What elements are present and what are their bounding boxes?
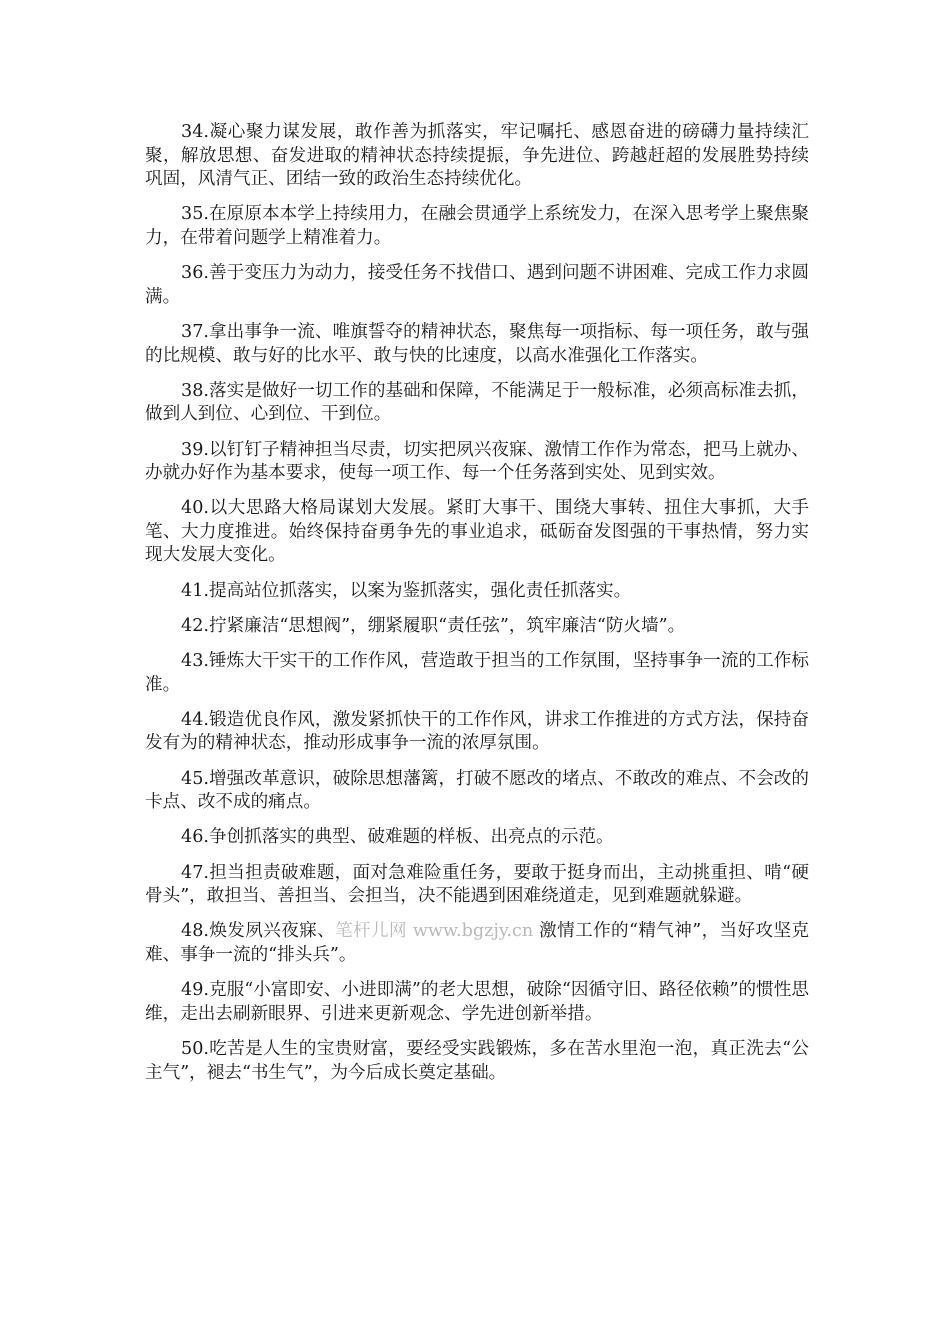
paragraph-40: 40.以大思路大格局谋划大发展。紧盯大事干、围绕大事转、扭住大事抓，大手笔、大力度推进。始终保持奋勇争先的事业追求，砥砺奋发图强的干事热情，努力实现大发展大变化。	[145, 498, 809, 566]
paragraph-36: 36.善于变压力为动力，接受任务不找借口、遇到问题不讲困难、完成工作力求圆满。	[145, 263, 809, 307]
paragraph-42: 42.拧紧廉洁“思想阀”，绷紧履职“责任弦”，筑牢廉洁“防火墙”。	[181, 615, 686, 636]
paragraph-43: 43.锤炼大干实干的工作作风，营造敢于担当的工作氛围，坚持事争一流的工作标准。	[145, 651, 809, 695]
paragraph-48-end: 激情工作的“精气神”，当好攻坚克难、事争一流的“排头兵”。	[145, 921, 810, 965]
paragraph-50: 50.吃苦是人生的宝贵财富，要经受实践锻炼，多在苦水里泡一泡，真正洗去“公主气”，褪去“书生气”，为今后成长奠定基础。	[145, 1038, 809, 1083]
paragraph-34: 34.凝心聚力谋发展，敢作善为抓落实，牢记嘱托、感恩奋进的磅礴力量持续汇聚，解放思想、奋发进取的精神状态持续提振，争先进位、跨越赶超的发展胜势持续巩固，风清气正、团结一致的政治生态持续优化。	[145, 122, 809, 190]
paragraph-39: 39.以钉钉子精神担当尽责，切实把夙兴夜寐、激情工作作为常态，把马上就办、办就办好作为基本要求，使每一项工作、每一个任务落到实处、见到实效。	[145, 439, 809, 484]
paragraph-47: 47.担当担责破难题，面对急难险重任务，要敢于挺身而出，主动挑重担、啃“硬骨头”，敢担当、善担当、会担当，决不能遇到困难绕道走，见到难题就躲避。	[145, 862, 809, 907]
paragraph-41: 41.提高站位抓落实，以案为鉴抓落实，强化责任抓落实。	[181, 580, 632, 601]
paragraph-37: 37.拿出事争一流、唯旗誓夺的精神状态，聚焦每一项指标、每一项任务，敢与强的比规模、敢与好的比水平、敢与快的比速度，以高水准强化工作落实。	[145, 321, 809, 366]
paragraph-44: 44.锻造优良作风，激发紧抓快干的工作作风，讲求工作推进的方式方法，保持奋发有为的精神状态，推动形成事争一流的浓厚氛围。	[145, 709, 809, 754]
document-page	[145, 121, 809, 1097]
watermark-text: 笔杆儿网 www.bgzjy.cn	[335, 921, 534, 942]
paragraph-46: 46.争创抓落实的典型、破难题的样板、出亮点的示范。	[181, 827, 614, 848]
paragraph-48-start: 48.焕发夙兴夜寐、	[181, 921, 336, 942]
paragraph-45: 45.增强改革意识，破除思想藩篱，打破不愿改的堵点、不敢改的难点、不会改的卡点、改不成的痛点。	[145, 768, 809, 813]
paragraph-35: 35.在原原本本学上持续用力，在融会贯通学上系统发力，在深入思考学上聚焦聚力，在带着问题学上精准着力。	[145, 204, 809, 248]
paragraph-38: 38.落实是做好一切工作的基础和保障，不能满足于一般标准，必须高标准去抓，做到人到位、心到位、干到位。	[145, 380, 809, 425]
paragraph-49: 49.克服“小富即安、小进即满”的老大思想，破除“因循守旧、路径依赖”的惯性思维，走出去刷新眼界、引进来更新观念、学先进创新举措。	[145, 980, 809, 1024]
paragraph-48	[145, 920, 809, 967]
